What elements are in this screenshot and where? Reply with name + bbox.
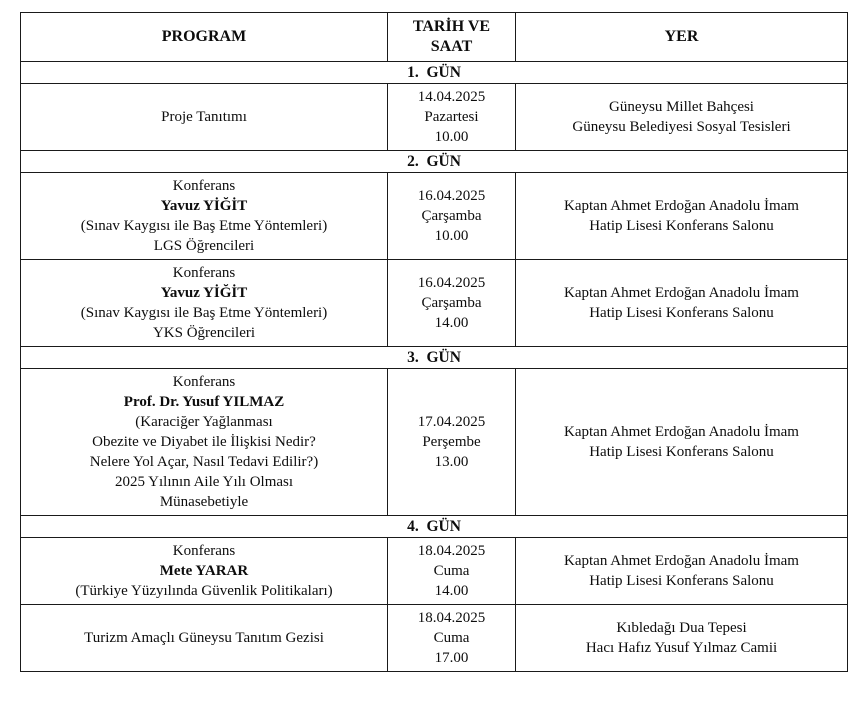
datetime-line: 14.00 — [434, 583, 469, 599]
event-row — [21, 260, 848, 347]
day-separator-label: 1. GÜN — [21, 62, 848, 84]
program-cell — [21, 605, 388, 672]
location-cell — [516, 173, 848, 260]
header-row — [21, 13, 848, 62]
program-line: LGS Öğrencileri — [153, 238, 255, 254]
program-cell — [21, 538, 388, 605]
program-line: Proje Tanıtımı — [161, 109, 247, 125]
program-cell — [21, 260, 388, 347]
location-cell — [516, 260, 848, 347]
datetime-line: Perşembe — [422, 434, 481, 450]
program-line: Konferans — [172, 374, 236, 390]
program-line: (Sınav Kaygısı ile Baş Etme Yöntemleri) — [80, 218, 328, 234]
program-cell — [21, 173, 388, 260]
event-row — [21, 173, 848, 260]
location-line: Kıbledağı Dua Tepesi — [616, 620, 747, 636]
program-line: (Türkiye Yüzyılında Güvenlik Politikaları) — [75, 583, 333, 599]
program-line: Turizm Amaçlı Güneysu Tanıtım Gezisi — [84, 630, 324, 646]
day-separator-label: 3. GÜN — [21, 347, 848, 369]
location-line: Kaptan Ahmet Erdoğan Anadolu İmam — [564, 198, 799, 214]
datetime-line: Çarşamba — [421, 295, 482, 311]
day-separator-label: 2. GÜN — [21, 151, 848, 173]
datetime-cell — [388, 260, 516, 347]
datetime-line: Cuma — [433, 563, 470, 579]
program-line: Konferans — [172, 178, 236, 194]
datetime-cell — [388, 369, 516, 516]
datetime-line: 17.04.2025 — [417, 414, 486, 430]
program-line: (Sınav Kaygısı ile Baş Etme Yöntemleri) — [80, 305, 328, 321]
location-line: Hatip Lisesi Konferans Salonu — [589, 444, 774, 460]
day-separator-row — [21, 151, 848, 173]
program-line: (Karaciğer Yağlanması — [135, 414, 273, 430]
program-line: YKS Öğrencileri — [152, 325, 256, 341]
datetime-line: 10.00 — [434, 228, 469, 244]
location-line: Kaptan Ahmet Erdoğan Anadolu İmam — [564, 553, 799, 569]
datetime-line: 14.04.2025 — [417, 89, 486, 105]
location-line: Hatip Lisesi Konferans Salonu — [589, 573, 774, 589]
datetime-cell — [388, 173, 516, 260]
datetime-line: 18.04.2025 — [417, 543, 486, 559]
datetime-cell — [388, 538, 516, 605]
datetime-line: 16.04.2025 — [417, 188, 486, 204]
location-cell — [516, 84, 848, 151]
table-body — [21, 62, 848, 672]
datetime-line: 18.04.2025 — [417, 610, 486, 626]
program-line: Nelere Yol Açar, Nasıl Tedavi Edilir?) — [89, 454, 319, 470]
table-header — [21, 13, 848, 62]
program-line: Prof. Dr. Yusuf YILMAZ — [123, 394, 285, 410]
program-line: Obezite ve Diyabet ile İlişkisi Nedir? — [92, 434, 316, 450]
datetime-line: Çarşamba — [421, 208, 482, 224]
program-line: Mete YARAR — [159, 563, 249, 579]
program-line: Yavuz YİĞİT — [160, 198, 248, 214]
datetime-cell — [388, 605, 516, 672]
datetime-line: 13.00 — [434, 454, 469, 470]
location-line: Güneysu Millet Bahçesi — [609, 99, 754, 115]
program-cell — [21, 369, 388, 516]
location-line: Güneysu Belediyesi Sosyal Tesisleri — [572, 119, 791, 135]
column-header-program: PROGRAM — [21, 13, 388, 62]
column-header-tarih-ve-saat: TARİH VE SAAT — [388, 13, 516, 62]
program-line: Konferans — [172, 543, 236, 559]
location-line: Hacı Hafız Yusuf Yılmaz Camii — [585, 640, 778, 656]
program-line: Yavuz YİĞİT — [160, 285, 248, 301]
datetime-line: 16.04.2025 — [417, 275, 486, 291]
program-line: Münasebetiyle — [159, 494, 249, 510]
datetime-line: 10.00 — [434, 129, 469, 145]
program-schedule-table — [20, 12, 848, 672]
datetime-line: 17.00 — [434, 650, 469, 666]
program-line: Konferans — [172, 265, 236, 281]
location-cell — [516, 538, 848, 605]
day-separator-row — [21, 62, 848, 84]
event-row — [21, 84, 848, 151]
datetime-line: 14.00 — [434, 315, 469, 331]
location-line: Kaptan Ahmet Erdoğan Anadolu İmam — [564, 424, 799, 440]
event-row — [21, 538, 848, 605]
day-separator-row — [21, 347, 848, 369]
day-separator-row — [21, 516, 848, 538]
program-line: 2025 Yılının Aile Yılı Olması — [114, 474, 294, 490]
location-line: Kaptan Ahmet Erdoğan Anadolu İmam — [564, 285, 799, 301]
event-row — [21, 369, 848, 516]
location-line: Hatip Lisesi Konferans Salonu — [589, 305, 774, 321]
program-cell — [21, 84, 388, 151]
day-separator-label: 4. GÜN — [21, 516, 848, 538]
location-cell — [516, 369, 848, 516]
datetime-line: Pazartesi — [424, 109, 479, 125]
datetime-line: Cuma — [433, 630, 470, 646]
location-line: Hatip Lisesi Konferans Salonu — [589, 218, 774, 234]
datetime-cell — [388, 84, 516, 151]
location-cell — [516, 605, 848, 672]
column-header-yer: YER — [516, 13, 848, 62]
event-row — [21, 605, 848, 672]
